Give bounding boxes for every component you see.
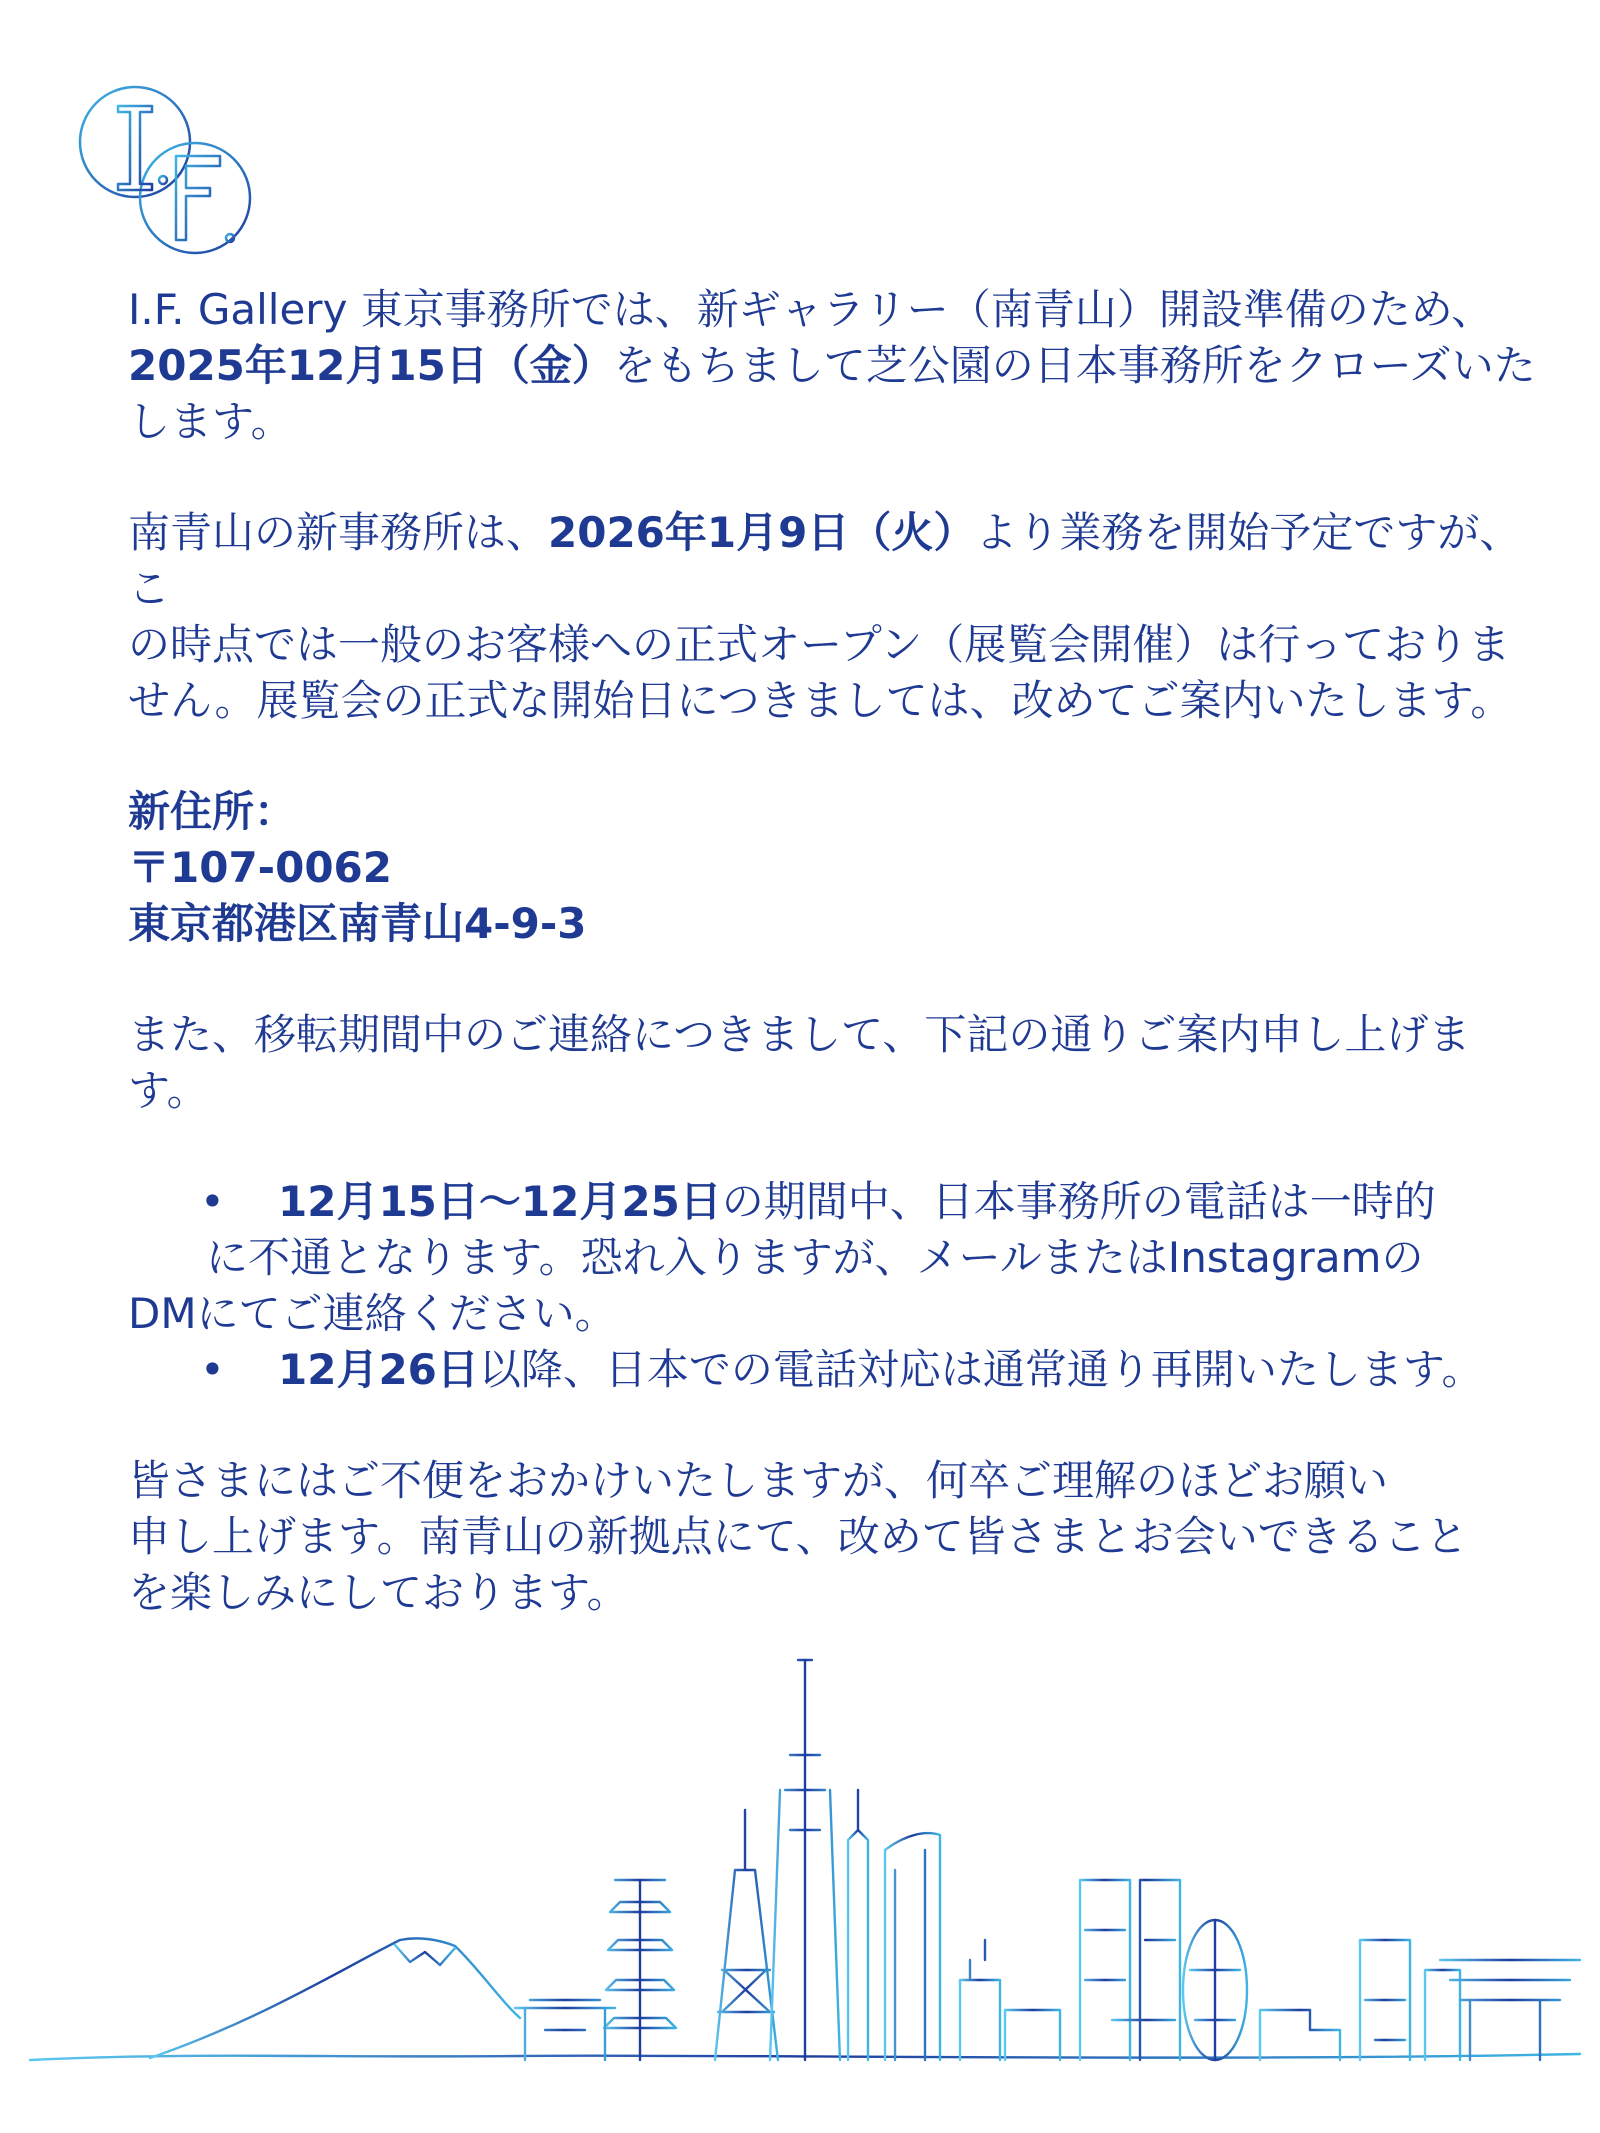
address-street: 東京都港区南青山4-9-3 (128, 899, 587, 948)
intro-paragraph: I.F. Gallery 東京事務所では、新ギャラリー（南青山）開設準備のため、 2025年12月15日（金）をもちまして芝公園の日本事務所をクローズいた します。 (128, 285, 1536, 446)
bullet-marker: • (200, 1345, 225, 1394)
building-right (1425, 1970, 1460, 2060)
bullet-item: • 12月26日以降、日本での電話対応は通常通り再開いたします。 (128, 1342, 1548, 1398)
low-building (1005, 2010, 1060, 2060)
tokyo-skytree (770, 1660, 840, 2060)
tower-block-c (1112, 1880, 1180, 2060)
temple-gate (515, 2000, 615, 2060)
logo-circle-left (80, 87, 190, 197)
gallery-logo (70, 80, 260, 260)
address-postal: 〒107-0062 (128, 843, 392, 892)
logo-letter-i (118, 106, 152, 190)
bullet-marker: • (200, 1177, 225, 1226)
pagoda (604, 1880, 676, 2060)
tower-block-b (1080, 1880, 1130, 2060)
tokyo-skyline-illustration (0, 1640, 1600, 2133)
new-office-paragraph: 南青山の新事務所は、2026年1月9日（火）より業務を開始予定ですが、こ の時点では一般のお客様への正式オープン（展覧会開催）は行っておりま せん。展覧会の正式な開始日につきましては、改めてご案内いたします。 (128, 508, 1522, 725)
mount-fuji (150, 1938, 520, 2058)
contact-bullet-list (128, 1174, 1548, 1398)
contact-intro: また、移転期間中のご連絡につきまして、下記の通りご案内申し上げます。 (128, 1010, 1471, 1115)
closing-paragraph: 皆さまにはご不便をおかけいたしますが、何卒ご理解のほどお願い 申し上げます。南青山の新拠点にて、改めて皆さまとお会いできること を楽しみにしております。 (128, 1456, 1468, 1617)
tower-block (848, 1790, 868, 2060)
notice-body (128, 282, 1548, 1621)
bullet-item: • 12月15日〜12月25日の期間中、日本事務所の電話は一時的 に不通となります。恐れ入りますが、メールまたはInstagramの DMにてご連絡ください。 (128, 1174, 1548, 1342)
address-heading: 新住所： (128, 787, 297, 836)
office-building (960, 1940, 1000, 2060)
new-address (128, 784, 1548, 952)
building-tall-right (1360, 1940, 1410, 2060)
tokyo-tower (715, 1810, 778, 2060)
building-cluster (1260, 2010, 1340, 2060)
tower-slanted (885, 1833, 940, 2060)
